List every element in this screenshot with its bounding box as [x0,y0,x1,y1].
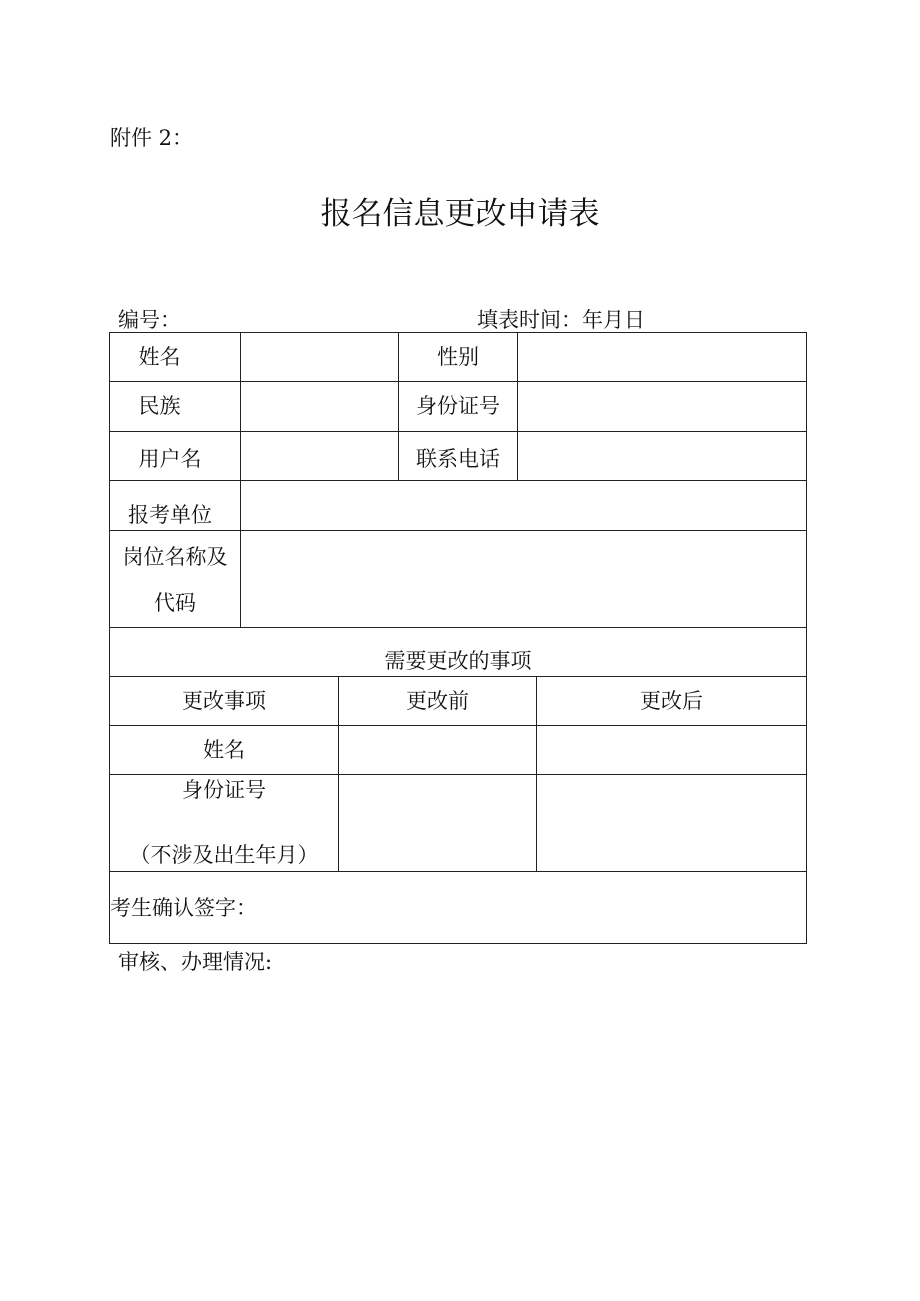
ethnicity-label: 民族 [138,394,181,418]
change-item-id-line2: （不涉及出生年月） [129,843,319,867]
position-label [110,534,240,626]
id-after-field[interactable] [537,775,806,871]
change-item-name: 姓名 [203,737,245,762]
section-title: 需要更改的事项 [384,648,532,673]
table-border-line [109,943,807,944]
phone-label: 联系电话 [416,446,500,471]
employer-field[interactable] [241,481,806,530]
position-label-line1: 岗位名称及 [122,544,228,569]
header-before: 更改前 [406,688,469,713]
gender-field[interactable] [518,333,806,381]
position-field[interactable] [241,531,806,627]
review-label: 审核、办理情况: [118,950,273,974]
attachment-label: 附件 2： [110,126,194,150]
name-label: 姓名 [138,344,181,369]
table-border-line [806,332,807,944]
name-after-field[interactable] [537,726,806,774]
id-number-field[interactable] [518,382,806,431]
username-field[interactable] [241,432,398,480]
signature-field[interactable] [110,872,806,943]
employer-label: 报考单位 [128,502,212,527]
header-after: 更改后 [640,688,703,713]
id-before-field[interactable] [339,775,536,871]
name-field[interactable] [241,333,398,381]
name-before-field[interactable] [339,726,536,774]
change-item-id [110,780,338,866]
signature-label: 考生确认签字： [110,896,257,920]
table-grid-line [109,627,807,628]
number-label: 编号： [118,308,181,332]
username-label: 用户名 [138,446,202,471]
phone-field[interactable] [518,432,806,480]
position-label-line2: 代码 [154,590,196,615]
gender-label: 性别 [437,344,479,369]
form-title: 报名信息更改申请表 [320,196,600,232]
fill-date-label: 填表时间：年月日 [477,308,645,332]
id-number-label: 身份证号 [416,394,500,418]
change-item-id-line1: 身份证号 [182,778,266,802]
header-change-item: 更改事项 [182,688,266,713]
ethnicity-field[interactable] [241,382,398,431]
